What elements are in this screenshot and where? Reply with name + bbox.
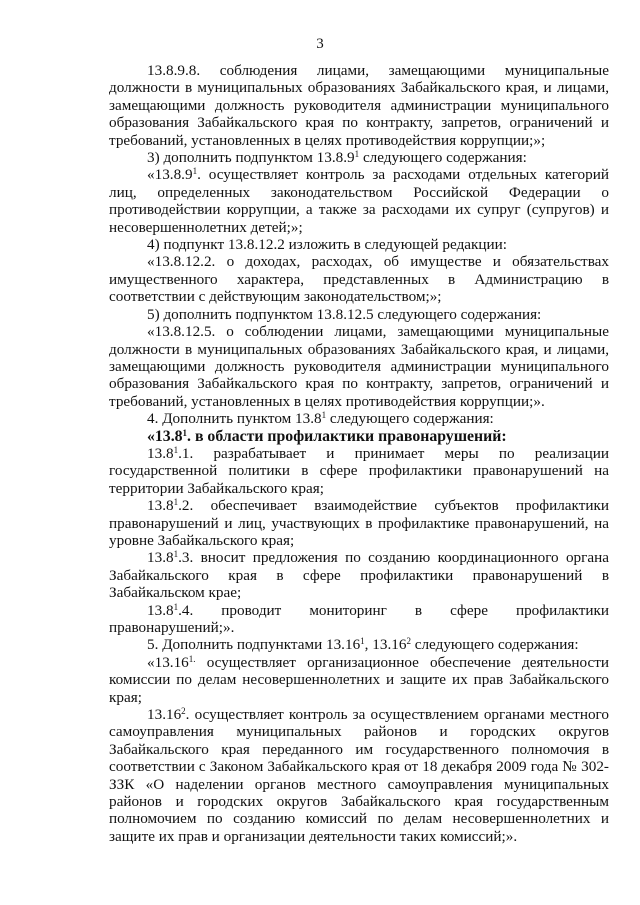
text-run: следующего содержания: bbox=[326, 410, 494, 428]
text-run: 4) подпункт 13.8.12.2 изложить в следующей редакции: bbox=[147, 236, 508, 254]
superscript: 2 bbox=[181, 706, 186, 717]
text-run: 5) дополнить подпунктом 13.8.12.5 следующего содержания: bbox=[147, 305, 542, 323]
text-run: следующего содержания: bbox=[359, 149, 527, 167]
paragraph bbox=[109, 166, 609, 236]
text-run: «13.8.12.2. о доходах, расходах, об имуществе и обязательствах имущественного характера, представленных в Администрацию в соответствии с действующим законодательством;»; bbox=[109, 253, 609, 306]
paragraph bbox=[109, 62, 609, 149]
paragraph bbox=[109, 445, 609, 497]
document-body bbox=[109, 62, 609, 845]
paragraph bbox=[109, 410, 609, 427]
paragraph bbox=[109, 706, 609, 845]
paragraph bbox=[109, 253, 609, 305]
text-run: 13.8 bbox=[147, 497, 174, 515]
text-run: .4. проводит мониторинг в сфере профилактики правонарушений;». bbox=[109, 601, 609, 636]
text-run: .2. обеспечивает взаимодействие субъектов профилактики правонарушений и лиц, участвующих в профилактике правонарушений, на уровне Забайкальского края; bbox=[109, 497, 609, 549]
paragraph bbox=[109, 149, 609, 166]
superscript: 1 bbox=[360, 636, 365, 647]
superscript: 1 bbox=[173, 549, 179, 560]
text-run: .3. вносит предложения по созданию координационного органа Забайкальского края в сфере профилактики правонарушений в Забайкальском крае; bbox=[109, 549, 609, 602]
paragraph bbox=[109, 323, 609, 410]
text-run: осуществляет организационное обеспечение деятельности комиссии по делам несовершеннолетних и защите их прав Забайкальского края; bbox=[109, 653, 609, 706]
superscript: 1. bbox=[188, 653, 196, 664]
text-run: , 13.16 bbox=[364, 636, 407, 654]
text-run: 13.8.9.8. соблюдения лицами, замещающими муниципальные должности в муниципальных образованиях Забайкальского края, и лицами, замещающими должность руководителя администрации муниципального образования Забайкальского края по контракту, запретов, ограничений и требований, установленных в целях противодействия коррупции;»; bbox=[109, 62, 609, 149]
text-run: 13.8 bbox=[147, 444, 174, 462]
text-run: 13.16 bbox=[147, 706, 182, 724]
text-run: .1. разрабатывает и принимает меры по реализации государственной политики в сфере профилактики правонарушений на территории Забайкальского края; bbox=[109, 444, 609, 497]
text-run: 3) дополнить подпунктом 13.8.9 bbox=[147, 149, 355, 167]
page-number: 3 bbox=[316, 36, 324, 52]
superscript: 1 bbox=[173, 497, 179, 508]
superscript: 1 bbox=[173, 445, 179, 455]
paragraph bbox=[109, 236, 609, 253]
text-run: «13.16 bbox=[147, 653, 189, 671]
superscript: 1 bbox=[182, 427, 188, 438]
paragraph bbox=[109, 636, 609, 653]
text-run: «13.8.12.5. о соблюдении лицами, замещающими муниципальные должности в муниципальных образованиях Забайкальского края, и лицами, замещающими должность руководителя администрации муниципального образования Забайкальского края по контракту, запретов, ограничений и требований, установленных в целях противодействия коррупции;». bbox=[109, 323, 609, 410]
superscript: 1 bbox=[173, 601, 179, 612]
paragraph bbox=[109, 306, 609, 323]
superscript: 2 bbox=[406, 636, 411, 647]
text-run: «13.8.9 bbox=[147, 166, 193, 184]
text-run: . в области профилактики правонарушений: bbox=[187, 427, 507, 445]
text-run: 13.8 bbox=[147, 601, 174, 619]
text-run: следующего содержания: bbox=[410, 636, 579, 654]
paragraph bbox=[109, 549, 609, 601]
superscript: 1 bbox=[321, 410, 327, 421]
text-run: «13.8 bbox=[147, 427, 183, 445]
text-run: 13.8 bbox=[147, 549, 174, 567]
paragraph bbox=[109, 602, 609, 637]
text-run: 4. Дополнить пунктом 13.8 bbox=[147, 410, 322, 428]
superscript: 1 bbox=[354, 149, 360, 160]
paragraph bbox=[109, 654, 609, 706]
text-run: . осуществляет контроль за осуществлением органами местного самоуправления муниципальных районов и городских округов Забайкальского края переданного им государственного полномочия в соответствии с Законом Забайкальского края от 18 декабря 2009 года № 302-ЗЗК «О наделении органов местного самоуправления муниципальных районов и городских округов Забайкальского края государственным полномочием по созданию комиссий по делам несовершеннолетних и защите их прав и организации деятельности таких комиссий;». bbox=[109, 706, 609, 845]
text-run: . осуществляет контроль за расходами отдельных категорий лиц, определенных законодательством Российской Федерации о противодействии коррупции, а также за расходами их супруг (супругов) и несовершеннолетних детей;»; bbox=[109, 166, 609, 236]
superscript: 1 bbox=[192, 166, 198, 177]
text-run: 5. Дополнить подпунктами 13.16 bbox=[147, 636, 361, 654]
section-heading bbox=[109, 428, 609, 445]
paragraph bbox=[109, 497, 609, 549]
